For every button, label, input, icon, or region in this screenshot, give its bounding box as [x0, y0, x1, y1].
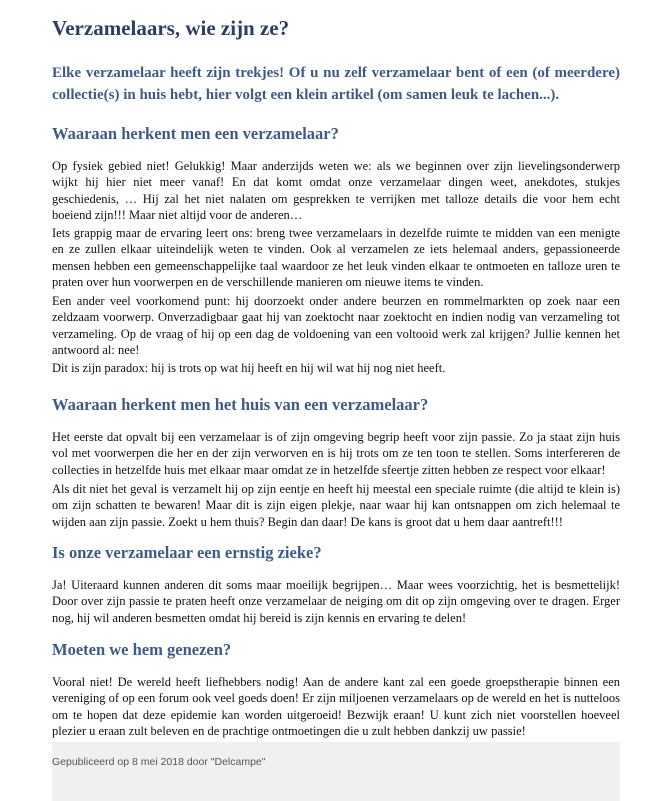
section-1-paragraph-1: Op fysiek gebied niet! Gelukkig! Maar anderzijds weten we: als we beginnen over zijn lievelingsonderwerp wijkt hij hier niet meer vanaf! En dat komt omdat onze verzamelaar dingen weet, anekdotes, stukjes geschiedenis, … Hij zal het niet nalaten om gesprekken te verrijken met talloze details die voor hem echt boeiend zijn!!! Maar niet altijd voor de anderen… — [52, 159, 620, 222]
section-heading-4: Moeten we hem genezen? — [52, 640, 232, 659]
section-1-paragraph-3: Een ander veel voorkomend punt: hij doorzoekt onder andere beurzen en rommelmarkten op zoek naar een zeldzaam voorwerp. Onverzadigbaar gaat hij van zoektocht naar zoektocht en indien nodig van verzameling tot verzameling. Op de vraag of hij op een dag de voldoening van een voltooid werk zal krijgen? Jullie kennen het antwoord al: nee! — [52, 294, 620, 357]
publication-info: Gepubliceerd op 8 mei 2018 door "Delcampe" — [52, 756, 266, 768]
section-heading-1: Waaraan herkent men een verzamelaar? — [52, 124, 339, 143]
section-1-paragraph-4: Dit is zijn paradox: hij is trots op wat hij heeft en hij wil wat hij nog niet heeft. — [52, 361, 446, 375]
section-3-paragraph-1: Ja! Uiteraard kunnen anderen dit soms maar moeilijk begrijpen… Maar wees voorzichtig, het is besmettelijk! Door over zijn passie te praten heeft onze verzamelaar de neiging om dit op zijn omgeving over te dragen. Erger nog, hij wil anderen besmetten omdat hij bereid is zijn kennis en ervaring te delen! — [52, 578, 620, 625]
section-4-paragraph-1: Vooral niet! De wereld heeft liefhebbers nodig! Aan de andere kant zal een goede groepstherapie binnen een vereniging of op een forum ook veel goeds doen! Er zijn miljoenen verzamelaars op de wereld en het is nutteloos om te hopen dat deze epidemie kan worden uitgeroeid! Bezwijk eraan! U kunt zich niet voorstellen hoeveel plezier u eraan zult beleven en de prachtige ontmoetingen die u zult hebben dankzij uw passie! — [52, 675, 620, 738]
page-title: Verzamelaars, wie zijn ze? — [52, 16, 290, 40]
section-heading-2: Waaraan herkent men het huis van een verzamelaar? — [52, 395, 429, 414]
section-2-paragraph-1: Het eerste dat opvalt bij een verzamelaar is of zijn omgeving begrip heeft voor zijn passie. Zo ja staat zijn huis vol met voorwerpen die her en der zijn verworven en is hij trots om ze ten toon te stellen. Soms interfereren de collecties in hetzelfde huis met elkaar maar omdat ze in hetzelfde sfeertje zitten hebben ze respect voor elkaar! — [52, 430, 620, 477]
section-1-paragraph-2: Iets grappig maar de ervaring leert ons: breng twee verzamelaars in dezelfde ruimte te midden van een menigte en ze zullen elkaar uiteindelijk weten te vinden. Ook al verzamelen ze iets helemaal anders, gepassioneerde mensen hebben een gemeenschappelijke taal waardoor ze het leuk vinden elkaar te ontmoeten en talloze uren te praten over hun voorwerpen en de verschillende manieren om nieuwe items te vinden. — [52, 226, 620, 289]
section-heading-3: Is onze verzamelaar een ernstig zieke? — [52, 543, 322, 562]
intro-text: Elke verzamelaar heeft zijn trekjes! Of u nu zelf verzamelaar bent of een (of meerdere) collectie(s) in huis hebt, hier volgt een klein artikel (om samen leuk te lachen...). — [52, 65, 620, 103]
section-2-paragraph-2: Als dit niet het geval is verzamelt hij op zijn eentje en heeft hij meestal een speciale ruimte (die altijd te klein is) om zijn schatten te bewaren! Maar dit is zijn eigen plekje, naar waar hij kan ontsnappen om zich helemaal te wijden aan zijn passie. Zoekt u hem thuis? Begin dan daar! De kans is groot dat u hem daar aantreft!!! — [52, 482, 620, 529]
publication-footer — [52, 742, 620, 801]
